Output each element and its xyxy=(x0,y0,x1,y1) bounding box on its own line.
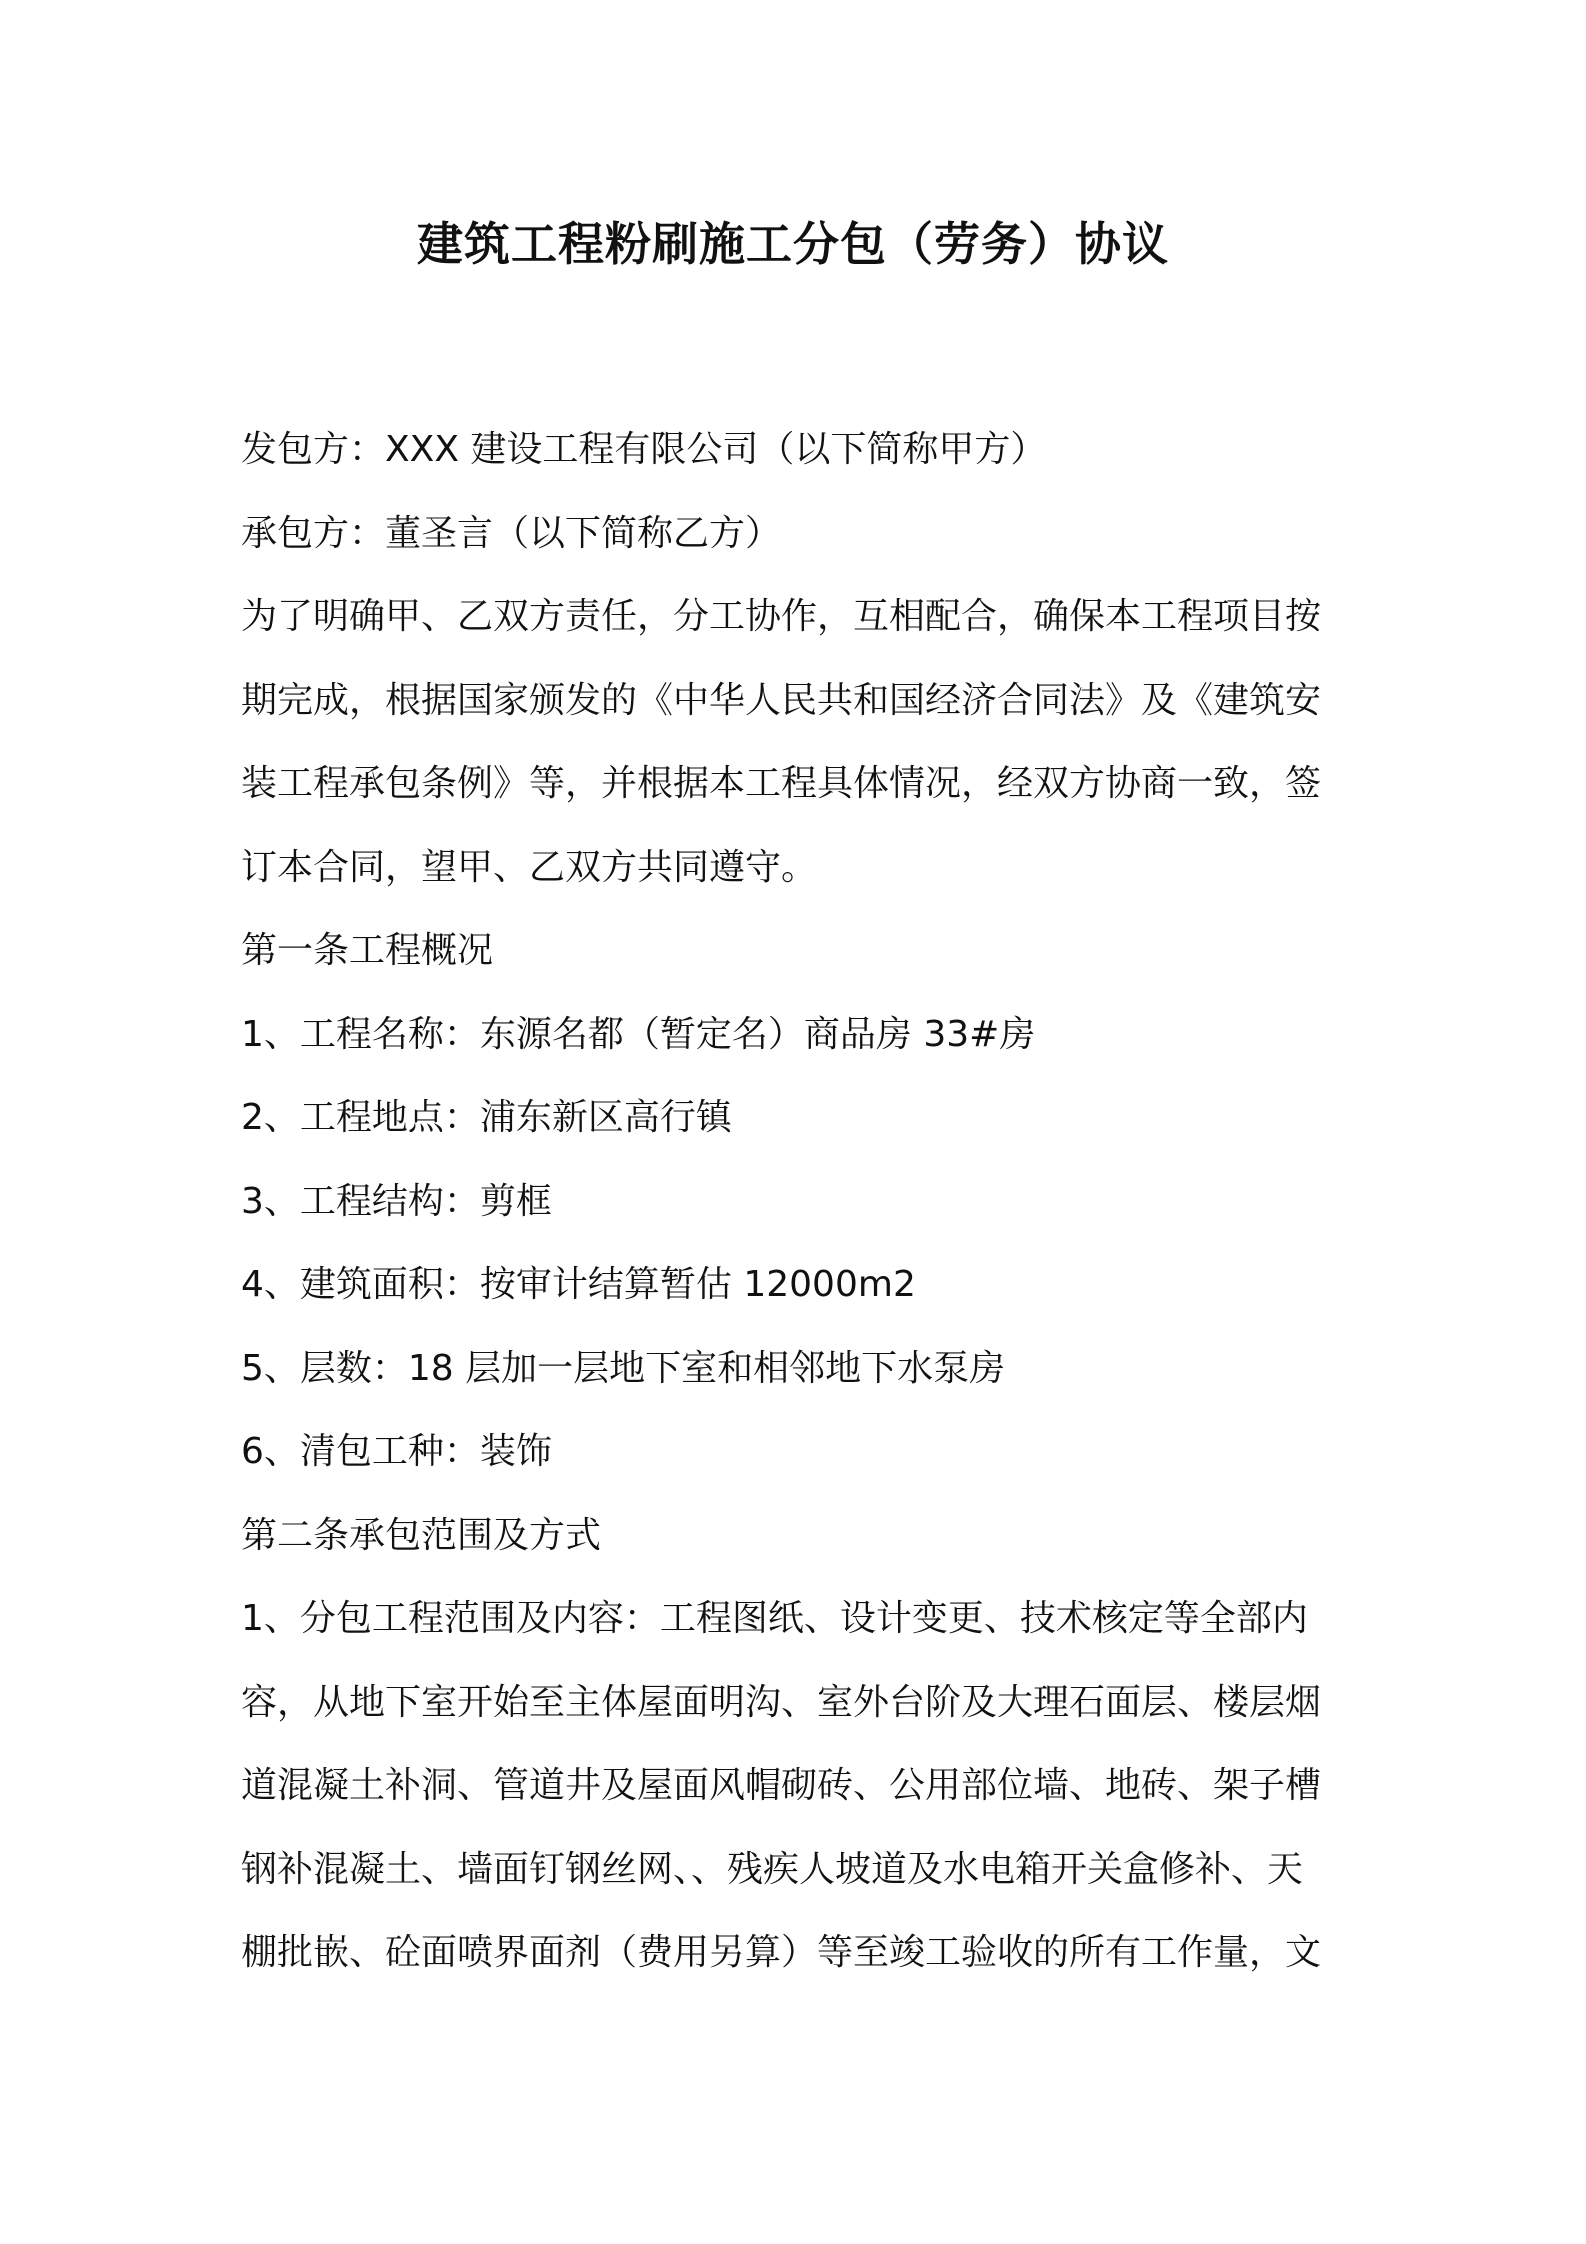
project-location-item: 2、工程地点：浦东新区高行镇 xyxy=(241,1097,732,1138)
project-structure-item: 3、工程结构：剪框 xyxy=(241,1180,552,1222)
preamble-line-2: 期完成，根据国家颁发的《中华人民共和国经济合同法》及《建筑安 xyxy=(241,679,1322,721)
article-2-heading: 第二条承包范围及方式 xyxy=(241,1514,602,1556)
scope-line-3: 道混凝土补洞、管道井及屋面风帽砌砖、公用部位墙、地砖、架子槽 xyxy=(241,1765,1322,1806)
scope-line-2: 容，从地下室开始至主体屋面明沟、室外台阶及大理石面层、楼层烟 xyxy=(241,1681,1322,1723)
document-body xyxy=(241,408,1356,1995)
contractor-party-line: 发包方：XXX 建设工程有限公司（以下简称甲方） xyxy=(241,429,1047,470)
article-1-heading: 第一条工程概况 xyxy=(241,930,494,971)
subcontractor-party-line: 承包方：董圣言（以下简称乙方） xyxy=(241,512,782,554)
preamble-line-1: 为了明确甲、乙双方责任，分工协作，互相配合，确保本工程项目按 xyxy=(241,596,1322,637)
scope-line-5: 棚批嵌、砼面喷界面剂（费用另算）等至竣工验收的所有工作量，文 xyxy=(241,1932,1322,1973)
document-title: 建筑工程粉刷施工分包（劳务）协议 xyxy=(417,217,1169,271)
floors-item: 5、层数：18 层加一层地下室和相邻地下水泵房 xyxy=(241,1347,1006,1389)
building-area-item: 4、建筑面积：按审计结算暂估 12000m2 xyxy=(241,1264,916,1305)
preamble-line-4: 订本合同，望甲、乙双方共同遵守。 xyxy=(241,846,818,888)
scope-line-4: 钢补混凝土、墙面钉钢丝网、、残疾人坡道及水电箱开关盒修补、天 xyxy=(241,1848,1304,1890)
labor-type-item: 6、清包工种：装饰 xyxy=(241,1431,552,1472)
scope-line-1: 1、分包工程范围及内容：工程图纸、设计变更、技术核定等全部内 xyxy=(241,1598,1308,1639)
project-name-item: 1、工程名称：东源名都（暂定名）商品房 33#房 xyxy=(241,1013,1036,1055)
preamble-line-3: 装工程承包条例》等，并根据本工程具体情况，经双方协商一致，签 xyxy=(241,763,1322,804)
